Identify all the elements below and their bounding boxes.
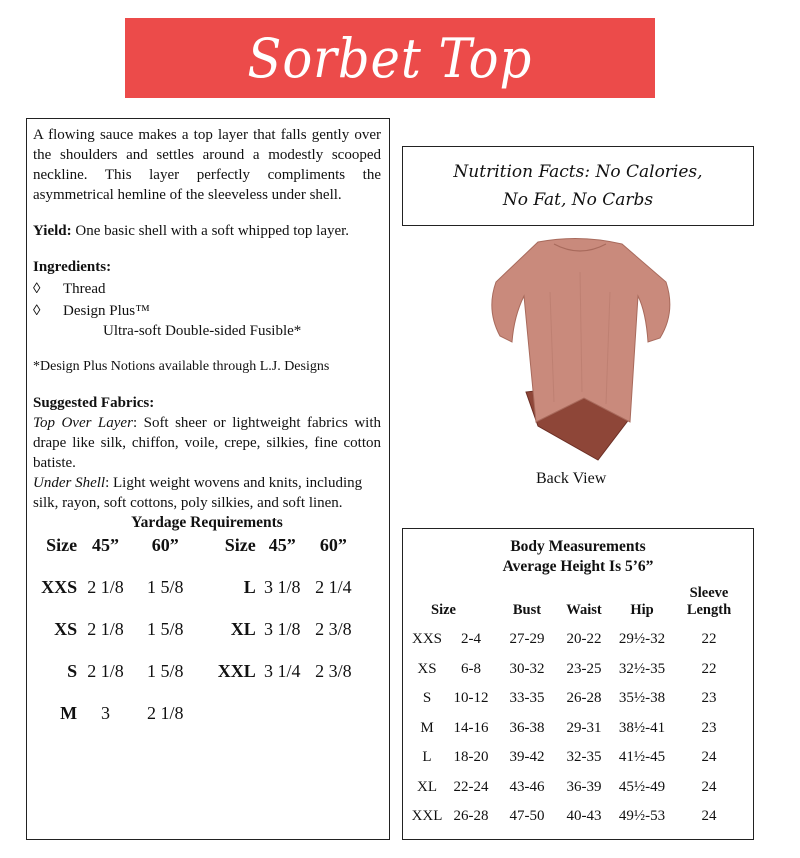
size-number-cell: 18-20 xyxy=(453,749,489,766)
sleeve-cell: 23 xyxy=(701,719,717,736)
diamond-bullet-icon: ◊ xyxy=(33,303,41,319)
table-row xyxy=(409,625,745,655)
yield-text: One basic shell with a soft whipped top layer. xyxy=(71,223,350,239)
under-shell-text: : Light weight wovens and knits, including silk, rayon, soft cottons, poly silkies, and soft linen. xyxy=(33,475,363,511)
size-cell: XXS xyxy=(411,631,442,648)
yield-line xyxy=(33,221,381,241)
waist-cell: 23-25 xyxy=(566,660,602,677)
col-header-sleeve-length xyxy=(673,585,745,625)
yardage-60-cell: 2 3/8 xyxy=(315,618,352,639)
size-cell: L xyxy=(422,749,432,766)
sleeve-header-line-2: Length xyxy=(686,602,732,618)
ingredient-item xyxy=(33,301,381,321)
bust-cell: 43-46 xyxy=(509,778,545,795)
sleeve-header-line-1: Sleeve xyxy=(689,585,729,601)
back-view-caption: Back View xyxy=(536,470,607,487)
measurements-table xyxy=(409,585,745,832)
size-cell: M xyxy=(420,719,434,736)
size-cell: XXS xyxy=(41,576,78,597)
yardage-title: Yardage Requirements xyxy=(131,514,283,531)
yardage-60-cell: 1 5/8 xyxy=(147,660,184,681)
table-header-row xyxy=(18,524,358,566)
size-number-cell: 2-4 xyxy=(461,631,481,648)
waist-cell: 29-31 xyxy=(566,719,602,736)
table-header-row xyxy=(409,585,745,625)
nutrition-facts-box xyxy=(402,146,754,226)
diamond-bullet-icon: ◊ xyxy=(33,281,41,297)
ingredient-label: Design Plus™ xyxy=(63,303,150,319)
size-number-cell: 22-24 xyxy=(453,778,489,795)
col-header-bust: Bust xyxy=(512,602,542,618)
col-header-size: Size xyxy=(224,534,256,555)
size-cell: XL xyxy=(230,618,256,639)
ingredient-label: Thread xyxy=(63,281,106,297)
yardage-60-cell: 1 5/8 xyxy=(147,618,184,639)
top-layer-text: : Soft sheer or lightweight fabrics with drape like silk, chiffon, voile, crepe, silkies, fine cotton batiste. xyxy=(33,415,381,471)
measurements-title xyxy=(403,537,753,577)
fabrics-heading: Suggested Fabrics: xyxy=(33,395,155,411)
yardage-60-cell: 2 1/4 xyxy=(315,576,352,597)
title-banner xyxy=(125,18,655,98)
yardage-45-cell: 3 1/8 xyxy=(264,618,301,639)
col-header-size: Size xyxy=(46,534,78,555)
hip-cell: 41½-45 xyxy=(618,749,666,766)
col-header-size: Size xyxy=(431,602,456,618)
yardage-45-cell: 2 1/8 xyxy=(87,660,124,681)
yardage-45-cell: 2 1/8 xyxy=(87,618,124,639)
ingredient-sub-label: Ultra-soft Double-sided Fusible* xyxy=(103,323,302,339)
page-title: Sorbet Top xyxy=(247,26,533,90)
bust-cell: 27-29 xyxy=(509,631,545,648)
yardage-60-cell: 2 3/8 xyxy=(315,660,352,681)
yardage-45-cell: 2 1/8 xyxy=(87,576,124,597)
nutrition-line-2: No Fat, No Carbs xyxy=(502,190,654,210)
ingredient-item xyxy=(33,279,381,299)
table-row xyxy=(409,655,745,685)
hip-cell: 29½-32 xyxy=(618,631,666,648)
yardage-table xyxy=(18,524,358,734)
bust-cell: 33-35 xyxy=(509,690,545,707)
top-layer-label: Top Over Layer xyxy=(33,415,133,431)
under-shell-label: Under Shell xyxy=(33,475,106,491)
table-row xyxy=(409,714,745,744)
size-cell: XL xyxy=(417,778,437,795)
col-header-60: 60” xyxy=(151,534,179,555)
hip-cell: 45½-49 xyxy=(618,778,666,795)
size-number-cell: 6-8 xyxy=(461,660,481,677)
size-cell: M xyxy=(60,702,78,723)
table-row xyxy=(409,743,745,773)
size-cell: XXL xyxy=(411,808,443,825)
top-layer-fabrics xyxy=(33,413,381,473)
sleeve-cell: 23 xyxy=(701,690,717,707)
col-header-waist: Waist xyxy=(566,602,602,618)
table-row xyxy=(18,566,358,608)
table-row xyxy=(409,773,745,803)
waist-cell: 20-22 xyxy=(566,631,602,648)
yardage-60-cell: 2 1/8 xyxy=(147,702,184,723)
size-cell: XXL xyxy=(217,660,256,681)
yardage-section xyxy=(18,524,358,734)
measurements-title-line-1: Body Measurements xyxy=(510,538,646,555)
yardage-45-cell: 3 1/4 xyxy=(264,660,301,681)
waist-cell: 36-39 xyxy=(566,778,602,795)
hip-cell: 38½-41 xyxy=(618,719,666,736)
hip-cell: 35½-38 xyxy=(618,690,666,707)
col-header-60: 60” xyxy=(319,534,347,555)
bust-cell: 36-38 xyxy=(509,719,545,736)
size-number-cell: 14-16 xyxy=(453,719,489,736)
col-header-45: 45” xyxy=(92,534,120,555)
measurements-title-line-2: Average Height Is 5’6” xyxy=(502,558,654,575)
under-shell-fabrics xyxy=(33,473,381,513)
bust-cell: 30-32 xyxy=(509,660,545,677)
size-number-cell: 10-12 xyxy=(453,690,489,707)
col-header-45: 45” xyxy=(268,534,296,555)
size-cell: XS xyxy=(54,618,78,639)
table-row xyxy=(18,650,358,692)
size-cell: L xyxy=(243,576,256,597)
yardage-60-cell: 1 5/8 xyxy=(147,576,184,597)
bust-cell: 47-50 xyxy=(509,808,545,825)
table-row xyxy=(18,692,358,734)
hip-cell: 32½-35 xyxy=(618,660,666,677)
size-cell: S xyxy=(67,660,78,681)
ingredients-heading: Ingredients: xyxy=(33,259,112,275)
garment-back-view-illustration xyxy=(480,232,680,462)
notions-note: *Design Plus Notions available through L.J. Designs xyxy=(33,359,330,374)
waist-cell: 32-35 xyxy=(566,749,602,766)
size-number-cell: 26-28 xyxy=(453,808,489,825)
description-text: A flowing sauce makes a top layer that falls gently over the shoulders and settles around a modestly scooped neckline. This layer perfectly compliments the asymmetrical hemline of the sleeveless under shell. xyxy=(33,127,381,203)
bust-cell: 39-42 xyxy=(509,749,545,766)
table-row xyxy=(18,608,358,650)
table-row xyxy=(409,684,745,714)
waist-cell: 26-28 xyxy=(566,690,602,707)
nutrition-line-1: Nutrition Facts: No Calories, xyxy=(453,162,703,182)
size-cell: S xyxy=(422,690,432,707)
sleeve-cell: 24 xyxy=(701,749,717,766)
size-cell: XS xyxy=(417,660,437,677)
col-header-hip: Hip xyxy=(630,602,654,618)
hip-cell: 49½-53 xyxy=(618,808,666,825)
yield-label: Yield: xyxy=(33,223,72,239)
waist-cell: 40-43 xyxy=(566,808,602,825)
sleeve-cell: 24 xyxy=(701,778,717,795)
sleeve-cell: 22 xyxy=(701,631,717,648)
body-measurements-box xyxy=(402,528,754,840)
sleeve-cell: 22 xyxy=(701,660,717,677)
table-row xyxy=(409,802,745,832)
yardage-45-cell: 3 1/8 xyxy=(264,576,301,597)
sleeve-cell: 24 xyxy=(701,808,717,825)
yardage-45-cell: 3 xyxy=(101,702,111,723)
